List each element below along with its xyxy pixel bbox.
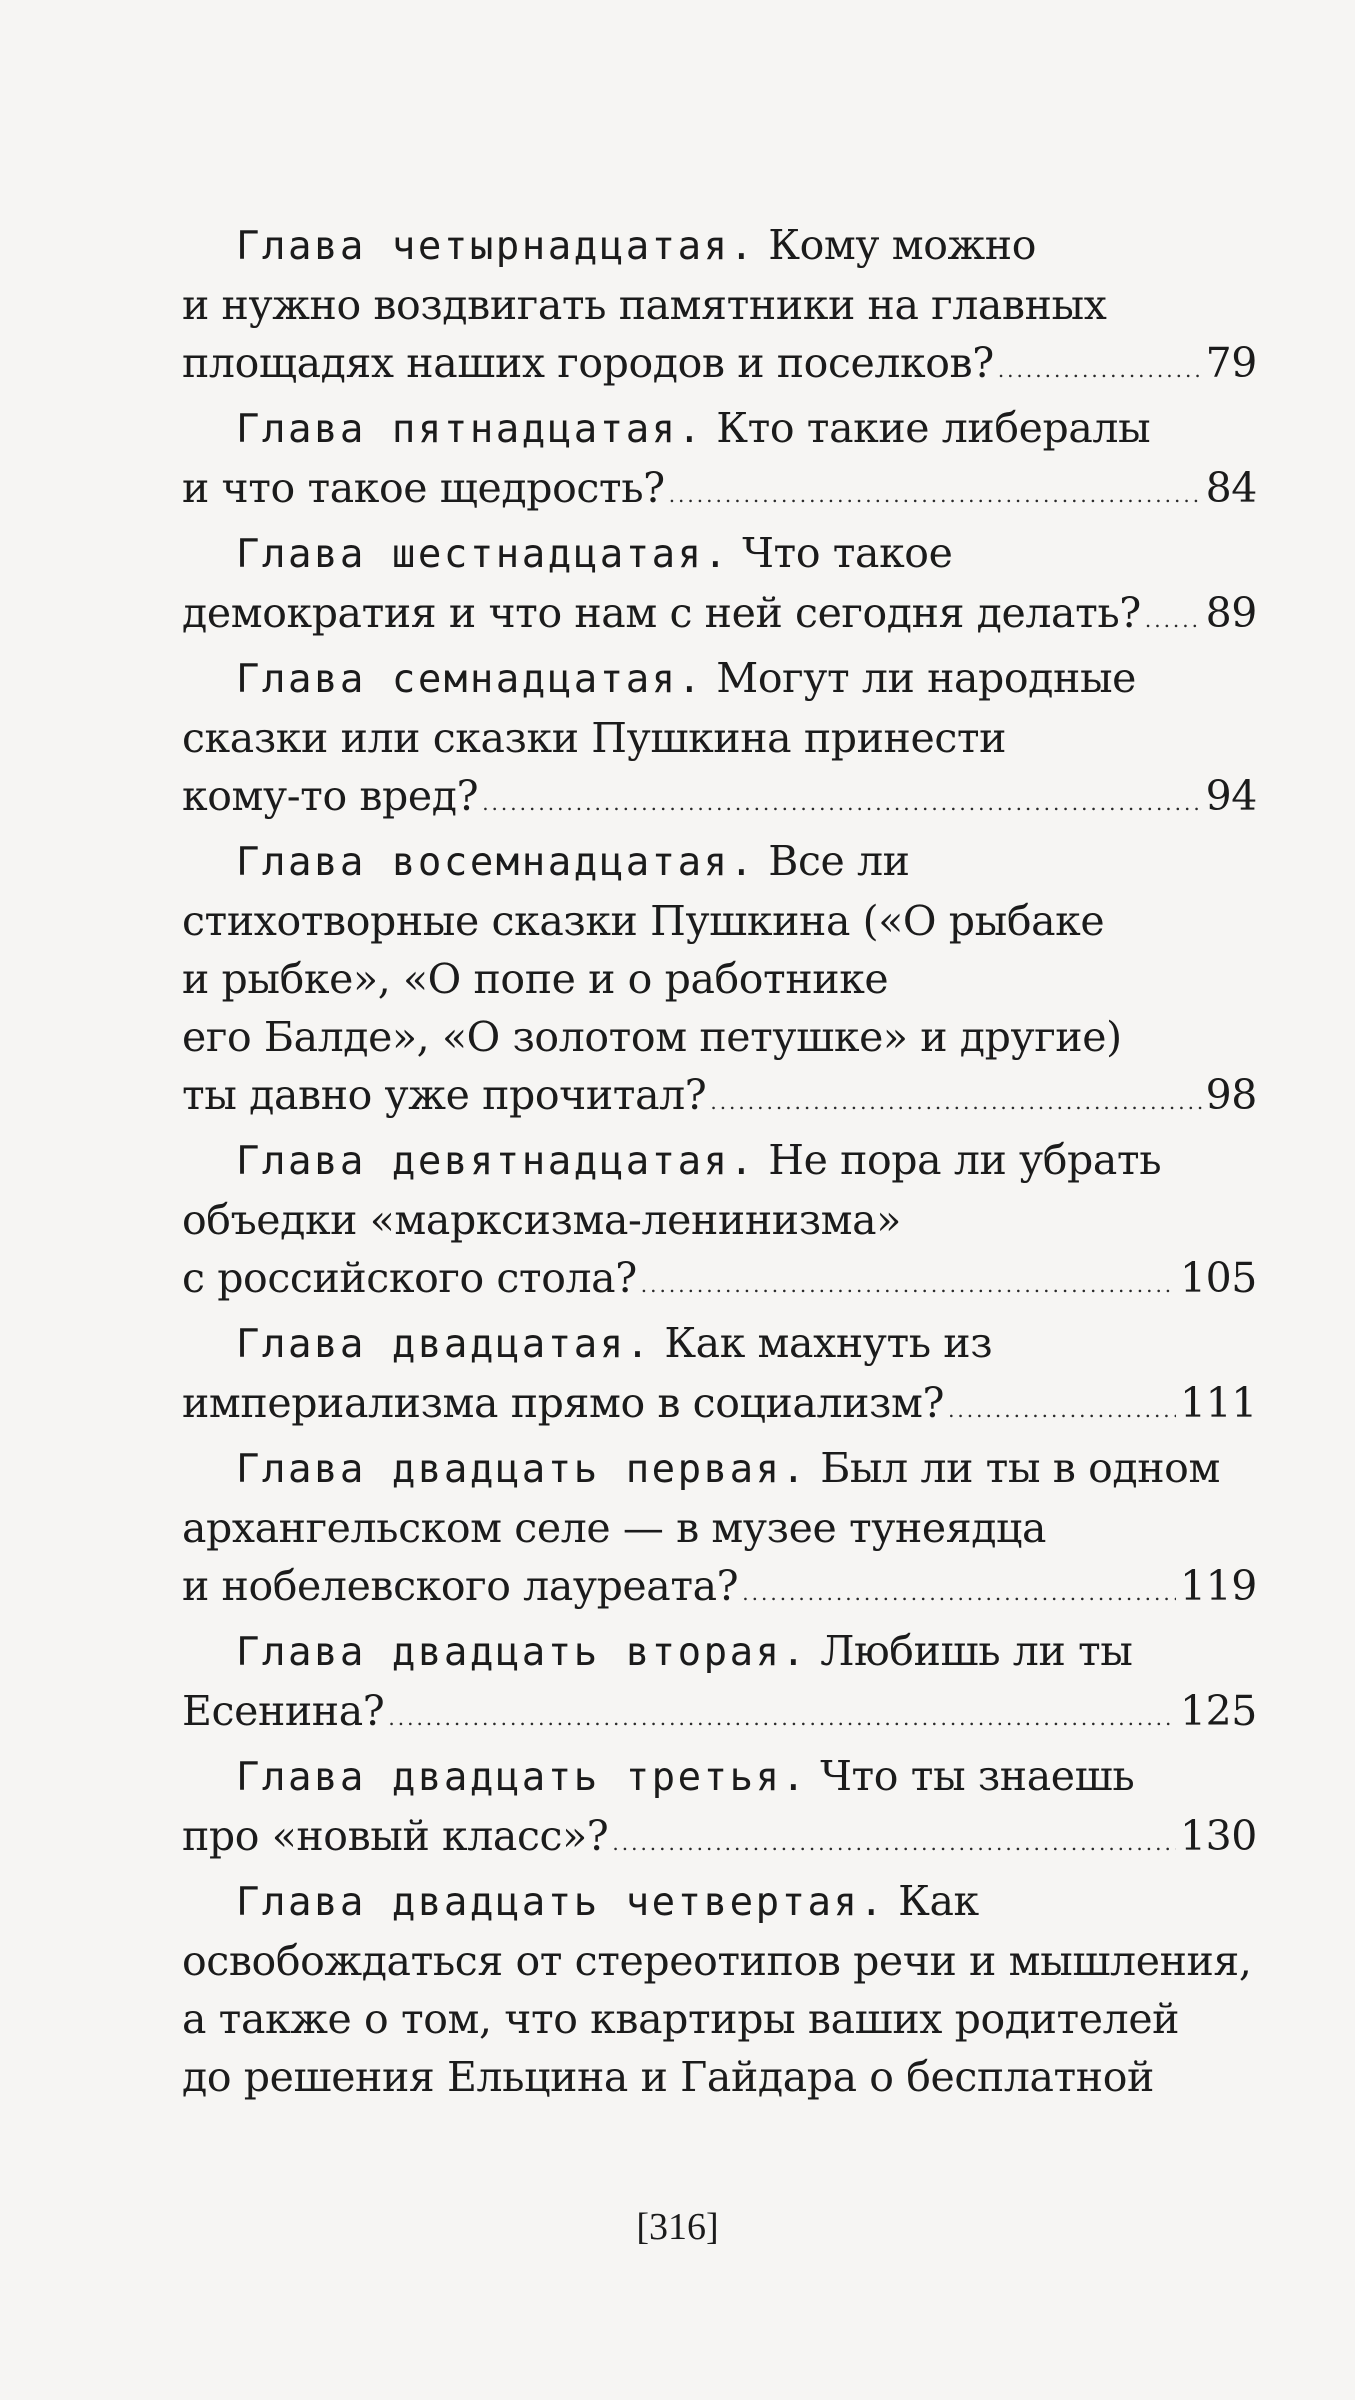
chapter-title-text: Как [898,1877,979,1925]
toc-line [182,1249,1257,1314]
toc-entry [182,1439,1257,1622]
toc-line [182,767,1257,832]
chapter-title-text: про «новый класс»? [182,1812,609,1860]
chapter-title-text: Могут ли народные [716,654,1137,702]
toc-entry [182,1314,1257,1439]
chapter-title-text: Как махнуть из [664,1319,993,1367]
chapter-title-text: объедки «марксизма-ленинизма» [182,1196,901,1244]
dot-leader [612,1814,1176,1872]
chapter-title-text: империализма прямо в социализм? [182,1379,945,1427]
toc-line [182,1807,1257,1872]
chapter-title-text: а также о том, что квартиры ваших родителей [182,1995,1180,2043]
toc-line [182,1682,1257,1747]
chapter-label: Глава четырнадцатая. [236,224,756,269]
toc-line [182,1374,1257,1439]
chapter-title-text: его Балде», «О золотом петушке» и другие) [182,1013,1122,1061]
chapter-title-text: стихотворные сказки Пушкина («О рыбаке [182,897,1105,945]
chapter-label: Глава двадцать третья. [236,1755,808,1800]
chapter-title-text: Все ли [768,837,910,885]
chapter-label: Глава семнадцатая. [236,657,704,702]
toc-line [182,1008,1257,1066]
chapter-title-text: и рыбке», «О попе и о работнике [182,955,889,1003]
chapter-label: Глава восемнадцатая. [236,840,756,885]
toc-line [182,1747,1257,1807]
chapter-label: Глава двадцать первая. [236,1447,808,1492]
toc-line-text [182,459,665,517]
toc-entry [182,399,1257,524]
toc-line-text [182,1807,608,1865]
toc-line-text [182,584,1141,642]
toc-line [182,649,1257,709]
toc-line-text [182,1557,738,1615]
chapter-title-text: Что такое [742,529,953,577]
toc-line-text [182,1682,384,1740]
toc-entry [182,216,1257,399]
chapter-title-text: сказки или сказки Пушкина принести [182,714,1007,762]
toc-entry [182,649,1257,832]
chapter-title-text: Кому можно [768,221,1037,269]
chapter-title-text: и нужно воздвигать памятники на главных [182,281,1107,329]
dot-leader [742,1564,1176,1622]
toc-line [182,1990,1257,2048]
toc-page-number: 125 [1179,1687,1257,1735]
toc-page-number: 84 [1205,464,1257,512]
toc-page-number: 89 [1205,589,1257,637]
chapter-title-text: Есенина? [182,1687,385,1735]
dot-leader [388,1689,1176,1747]
toc-page-number: 130 [1179,1812,1257,1860]
toc-line [182,276,1257,334]
toc-entry [182,1131,1257,1314]
toc-line [182,459,1257,524]
chapter-title-text: до решения Ельцина и Гайдара о бесплатной [182,2053,1154,2101]
chapter-title-text: ты давно уже прочитал? [182,1071,707,1119]
toc-line [182,1872,1257,1932]
chapter-title-text: Не пора ли убрать [768,1136,1162,1184]
chapter-title-text: освобождаться от стереотипов речи и мышления, [182,1937,1252,1985]
toc-page-number: 94 [1205,772,1257,820]
chapter-label: Глава пятнадцатая. [236,407,704,452]
toc-line [182,892,1257,950]
toc-line-text [182,767,478,825]
toc-line-text [182,334,994,392]
toc-entry [182,832,1257,1131]
chapter-title-text: Что ты знаешь [820,1752,1135,1800]
chapter-title-text: демократия и что нам с ней сегодня делать? [182,589,1141,637]
chapter-label: Глава шестнадцатая. [236,532,730,577]
chapter-title-text: площадях наших городов и поселков? [182,339,994,387]
toc-line-text [182,1249,637,1307]
toc-entry [182,524,1257,649]
chapter-label: Глава двадцать вторая. [236,1630,808,1675]
toc-entry [182,1622,1257,1747]
table-of-contents [182,216,1257,2106]
dot-leader [641,1256,1176,1314]
toc-line [182,399,1257,459]
toc-entry [182,1747,1257,1872]
chapter-title-text: Любишь ли ты [820,1627,1133,1675]
toc-line [182,216,1257,276]
toc-line-text [182,1066,706,1124]
dot-leader [1145,591,1202,649]
dot-leader [998,341,1202,399]
toc-page-number: 111 [1179,1379,1257,1427]
toc-entry [182,1872,1257,2106]
dot-leader [669,466,1202,524]
toc-line [182,1066,1257,1131]
toc-line [182,584,1257,649]
toc-line [182,1191,1257,1249]
toc-line [182,334,1257,399]
toc-line [182,832,1257,892]
toc-line [182,1131,1257,1191]
chapter-title-text: и что такое щедрость? [182,464,665,512]
toc-line-text [182,1374,944,1432]
chapter-label: Глава двадцать четвертая. [236,1880,886,1925]
chapter-title-text: и нобелевского лауреата? [182,1562,739,1610]
toc-line [182,1557,1257,1622]
chapter-title-text: с российского стола? [182,1254,637,1302]
toc-line [182,950,1257,1008]
toc-line [182,1932,1257,1990]
chapter-title-text: кому-то вред? [182,772,479,820]
toc-line [182,1314,1257,1374]
dot-leader [482,774,1201,832]
chapter-label: Глава двадцатая. [236,1322,652,1367]
toc-line [182,1499,1257,1557]
chapter-title-text: архангельском селе — в музее тунеядца [182,1504,1047,1552]
dot-leader [948,1381,1176,1439]
toc-page-number: 79 [1205,339,1257,387]
toc-page-number: 105 [1179,1254,1257,1302]
toc-page-number: 98 [1205,1071,1257,1119]
toc-line [182,709,1257,767]
toc-line [182,524,1257,584]
toc-page-number: 119 [1179,1562,1257,1610]
chapter-title-text: Был ли ты в одном [820,1444,1220,1492]
toc-line [182,2048,1257,2106]
chapter-title-text: Кто такие либералы [716,404,1151,452]
page-number: [316] [636,2206,719,2248]
chapter-label: Глава девятнадцатая. [236,1139,756,1184]
dot-leader [710,1073,1201,1131]
toc-line [182,1439,1257,1499]
toc-line [182,1622,1257,1682]
